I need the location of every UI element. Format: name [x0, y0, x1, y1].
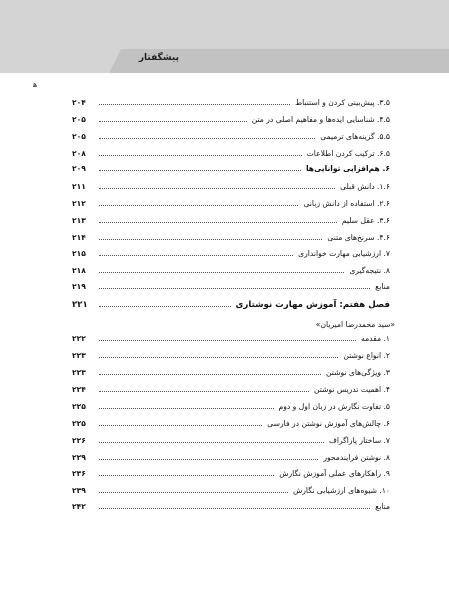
toc-leader-dots: [99, 424, 262, 426]
toc-leader-dots: [99, 339, 356, 341]
toc-entry-title: ۸. نوشتن فرایندمحور: [323, 453, 390, 462]
toc-page-number: ۲۲۶: [72, 436, 86, 445]
chapter-author: «سید محمدرضا امیریان»: [315, 320, 395, 329]
toc-entry-title: ۴.۶. سرنخ‌های متنی: [327, 233, 390, 242]
toc-row: [72, 278, 390, 292]
toc-row: [72, 498, 390, 512]
toc-entry-title: ۴.۵. شناسایی ایده‌ها و مفاهیم اصلی در متن: [251, 115, 390, 124]
toc-row: [72, 195, 390, 209]
toc-entry-title: ۳. ویژگی‌های نوشتن: [326, 368, 390, 377]
toc-entry-title: فصل هفتم: آموزش مهارت نوشتاری: [235, 300, 390, 310]
toc-row: [72, 128, 390, 142]
toc-leader-dots: [99, 287, 370, 289]
toc-page-number: ۲۰۵: [72, 132, 86, 141]
toc-row: [72, 212, 390, 226]
toc-page-number: ۲۱۳: [72, 216, 86, 225]
toc-page-number: ۲۱۸: [72, 266, 86, 275]
toc-entry-title: ۶.۵. ترکیب کردن اطلاعات: [306, 149, 390, 158]
toc-page-number: ۲۳۶: [72, 469, 86, 478]
page-header: [0, 0, 449, 73]
toc-row: [72, 364, 390, 378]
toc-entry-title: ۵. تفاوت نگارش در زبان اول و دوم: [278, 402, 390, 411]
toc-entry-title: ۷. ساختار پاراگراف: [329, 436, 390, 445]
toc-row: [72, 94, 390, 108]
toc-page-number: ۲۱۹: [72, 282, 86, 291]
toc-entry-title: منابع: [375, 502, 390, 511]
toc-chapter-row: [72, 296, 390, 310]
toc-leader-dots: [99, 441, 324, 443]
toc-row: [72, 398, 390, 412]
toc-row: [72, 330, 390, 344]
toc-entry-title: ۲.۶. استفاده از دانش زبانی: [303, 199, 390, 208]
toc-page-number: ۲۲۳: [72, 351, 86, 360]
toc-row: [72, 145, 390, 159]
toc-page-number: ۲۲۵: [72, 402, 86, 411]
toc-leader-dots: [99, 474, 274, 476]
toc-row: [72, 111, 390, 125]
toc-row: [72, 245, 390, 259]
toc-leader-dots: [99, 221, 337, 223]
toc-leader-dots: [99, 271, 344, 273]
toc-page-number: ۲۱۱: [72, 182, 86, 191]
toc-row: [72, 415, 390, 429]
toc-entry-title: ۶. چالش‌های آموزش نوشتن در فارسی: [267, 419, 390, 428]
toc-leader-dots: [99, 407, 274, 409]
toc-row: [72, 432, 390, 446]
toc-row: [72, 449, 390, 463]
toc-row: [72, 465, 390, 479]
toc-leader-dots: [99, 356, 338, 358]
toc-page-number: ۲۲۱: [72, 300, 88, 310]
toc-page-number: ۲۰۸: [72, 149, 86, 158]
toc-page-number: ۲۳۹: [72, 486, 86, 495]
toc-entry-title: منابع: [375, 282, 390, 291]
toc-leader-dots: [99, 103, 290, 105]
toc-row: [72, 262, 390, 276]
toc-row: [72, 381, 390, 395]
toc-leader-dots: [99, 204, 298, 206]
toc-entry-title: ۹. راهکارهای عملی آموزش نگارش: [279, 469, 390, 478]
toc-page-number: ۲۲۹: [72, 453, 86, 462]
toc-entry-title: ۱۰. شیوه‌های ارزشیابی نگارش: [292, 486, 390, 495]
toc-page-number: ۲۲۳: [72, 368, 86, 377]
toc-row: [72, 482, 390, 496]
toc-leader-dots: [99, 120, 247, 122]
toc-page-number: ۲۰۴: [72, 98, 86, 107]
toc-leader-dots: [99, 305, 231, 307]
toc-row: [72, 229, 390, 243]
toc-leader-dots: [99, 169, 301, 171]
toc-leader-dots: [99, 390, 309, 392]
toc-page-number: ۲۱۴: [72, 233, 86, 242]
toc-page-number: ۲۲۲: [72, 334, 86, 343]
toc-entry-title: ۱. مقدمه: [361, 334, 390, 343]
toc-leader-dots: [99, 137, 315, 139]
toc-leader-dots: [99, 187, 335, 189]
toc-leader-dots: [99, 458, 318, 460]
toc-entry-title: ۳.۶. عقل سلیم: [341, 216, 390, 225]
toc-entry-title: ۱.۶. دانش قبلی: [340, 182, 390, 191]
toc-entry-title: ۳.۵. پیش‌بینی کردن و استنباط: [295, 98, 390, 107]
toc-page-number: ۲۰۹: [72, 164, 86, 173]
toc-page-number: ۲۱۲: [72, 199, 86, 208]
toc-row: [72, 160, 390, 174]
toc-entry-title: ۴. اهمیت تدریس نوشتن: [313, 385, 390, 394]
toc-page-number: ۲۴۲: [72, 502, 86, 511]
toc-leader-dots: [99, 238, 322, 240]
toc-leader-dots: [99, 154, 302, 156]
toc-page-number: ۲۱۵: [72, 249, 86, 258]
toc-row: [72, 347, 390, 361]
header-title: پیشگفتار: [138, 53, 179, 63]
page-number-mark: ﻫ: [33, 80, 38, 89]
toc-entry-title: ۲. انواع نوشتن: [343, 351, 390, 360]
toc-leader-dots: [99, 254, 293, 256]
toc-leader-dots: [99, 507, 370, 509]
toc-page-number: ۲۲۵: [72, 419, 86, 428]
toc-page-number: ۲۲۴: [72, 385, 86, 394]
toc-entry-title: ۸. نتیجه‌گیری: [349, 266, 390, 275]
toc-leader-dots: [99, 491, 288, 493]
toc-entry-title: ۷. ارزشیابی مهارت خوانداری: [298, 249, 390, 258]
toc-page-number: ۲۰۵: [72, 115, 86, 124]
toc-entry-title: ۶. هم‌افزایی توانایی‌ها: [305, 164, 390, 173]
toc-entry-title: ۵.۵. گزینه‌های ترمیمی: [320, 132, 390, 141]
toc-leader-dots: [99, 373, 321, 375]
toc-row: [72, 178, 390, 192]
